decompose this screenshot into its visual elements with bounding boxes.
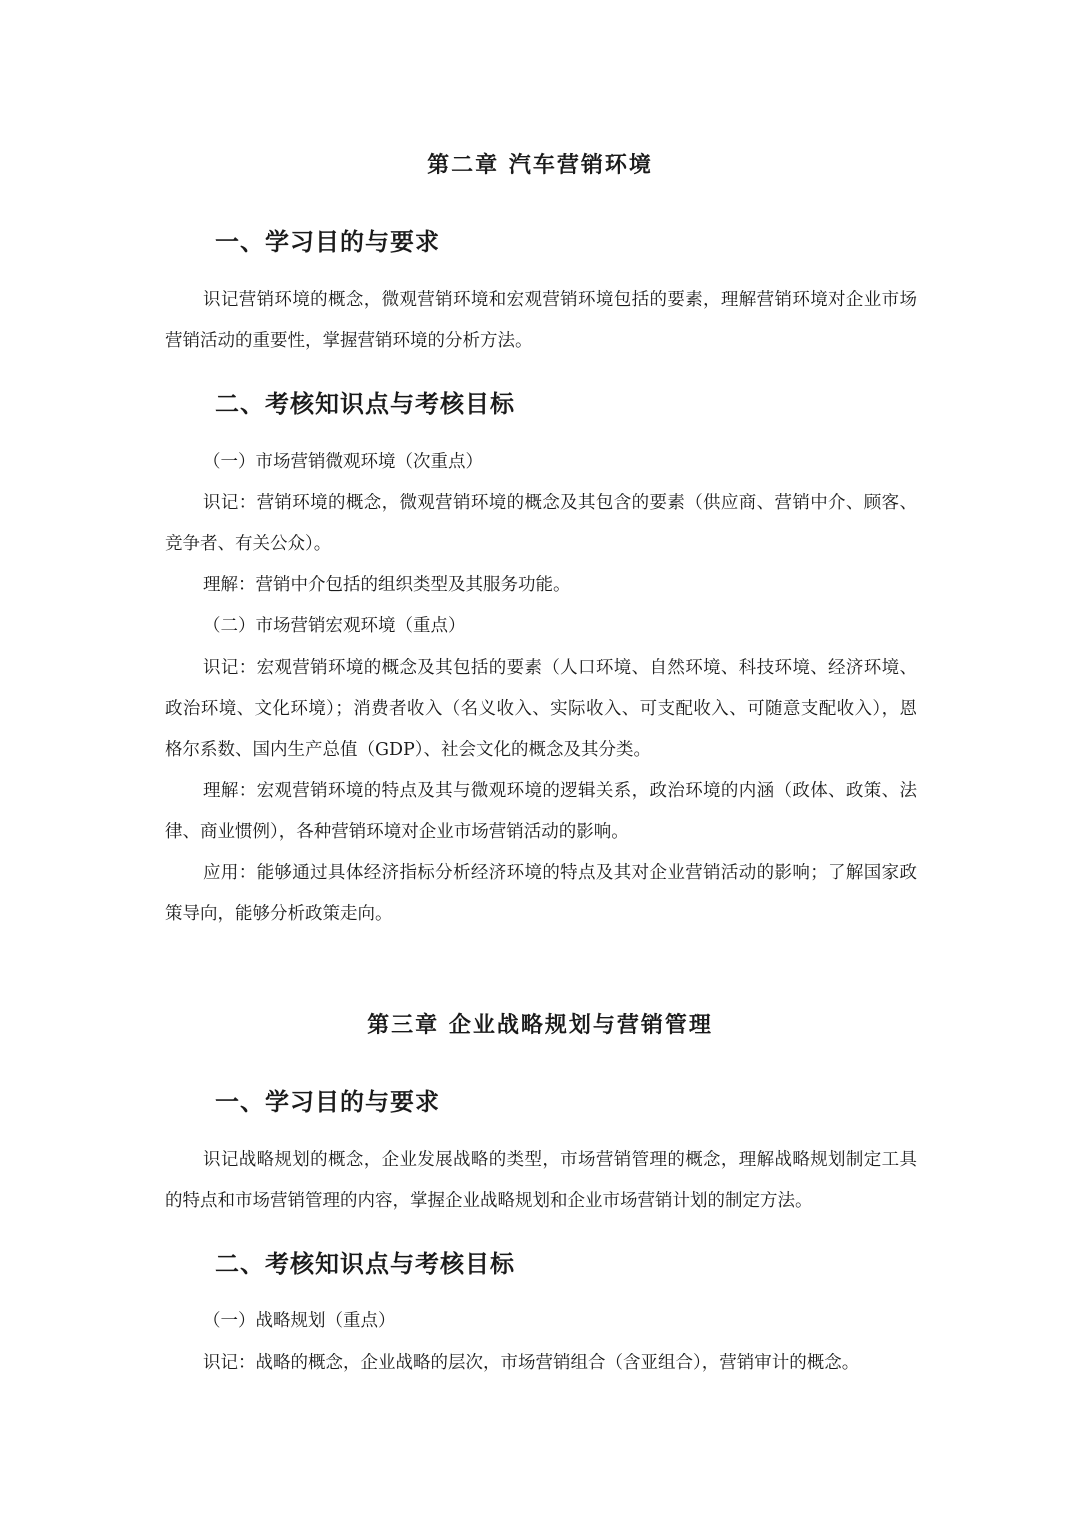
chapter-3-section-1-text: 识记战略规划的概念，企业发展战略的类型，市场营销管理的概念，理解战略规划制定工具的特点和市场营销管理的内容，掌握企业战略规划和企业市场营销计划的制定方法。 xyxy=(165,1150,917,1211)
chapter-2-section-1-heading: 一、学习目的与要求 xyxy=(215,228,440,256)
chapter-2-section-1-text: 识记营销环境的概念，微观营销环境和宏观营销环境包括的要素，理解营销环境对企业市场营销活动的重要性，掌握营销环境的分析方法。 xyxy=(165,290,917,351)
chapter-3-title: 第三章 企业战略规划与营销管理 xyxy=(367,1012,713,1038)
chapter-3-topic-1-heading: （一）战略规划（重点） xyxy=(203,1311,396,1331)
chapter-3-section-1-heading: 一、学习目的与要求 xyxy=(215,1088,440,1116)
chapter-3-topic-1-items xyxy=(165,1343,917,1384)
chapter-2-section-2-heading: 二、考核知识点与考核目标 xyxy=(215,390,515,418)
topic-item-memorize: 识记：宏观营销环境的概念及其包括的要素（人口环境、自然环境、科技环境、经济环境、政治环境、文化环境）；消费者收入（名义收入、实际收入、可支配收入、可随意支配收入），恩格尔系数、国内生产总值（GDP）、社会文化的概念及其分类。 xyxy=(165,658,917,760)
chapter-2-title: 第二章 汽车营销环境 xyxy=(427,152,653,178)
topic-item-understand: 理解：营销中介包括的组织类型及其服务功能。 xyxy=(203,575,571,595)
chapter-2-topic-1-items xyxy=(165,483,917,606)
chapter-2-topic-2-heading: （二）市场营销宏观环境（重点） xyxy=(203,616,466,636)
topic-item-memorize: 识记：战略的概念，企业战略的层次，市场营销组合（含亚组合），营销审计的概念。 xyxy=(203,1353,860,1373)
topic-item-understand: 理解：宏观营销环境的特点及其与微观环境的逻辑关系，政治环境的内涵（政体、政策、法律、商业惯例），各种营销环境对企业市场营销活动的影响。 xyxy=(165,781,917,842)
topic-item-memorize: 识记：营销环境的概念，微观营销环境的概念及其包含的要素（供应商、营销中介、顾客、竞争者、有关公众）。 xyxy=(165,493,917,554)
topic-item-apply: 应用：能够通过具体经济指标分析经济环境的特点及其对企业营销活动的影响；了解国家政策导向，能够分析政策走向。 xyxy=(165,863,917,924)
chapter-2-topic-2-items xyxy=(165,648,917,935)
chapter-2-topic-1-heading: （一）市场营销微观环境（次重点） xyxy=(203,452,483,472)
chapter-3-section-2-heading: 二、考核知识点与考核目标 xyxy=(215,1250,515,1278)
